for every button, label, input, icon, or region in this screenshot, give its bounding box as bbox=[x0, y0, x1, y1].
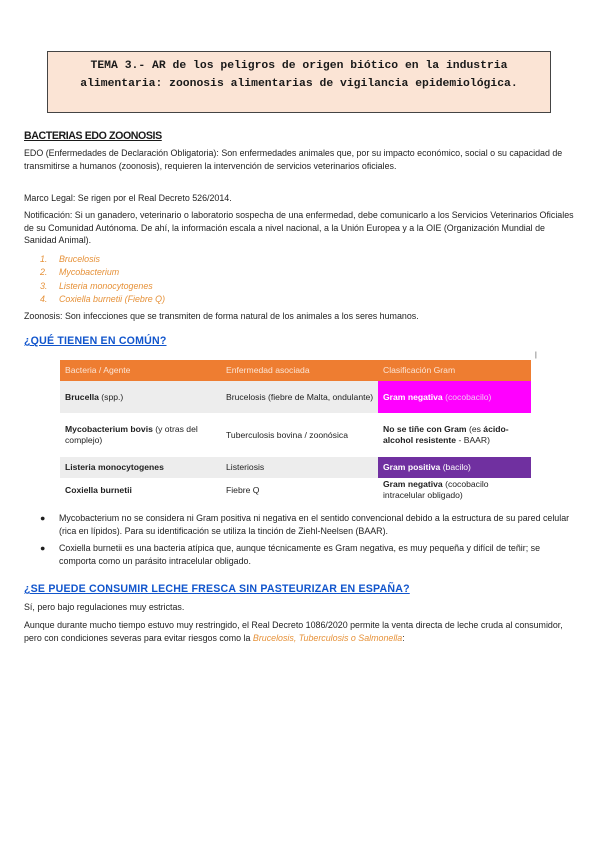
table-corner-mark: | bbox=[535, 352, 537, 359]
table-row: Coxiella burnetii Fiebre Q Gram negativa (cocobacilo intracelular obligado) bbox=[60, 478, 531, 502]
table-row: Brucella (spp.) Brucelosis (fiebre de Malta, ondulante) Gram negativa (cocobacilo) bbox=[60, 381, 531, 413]
table-row: Listeria monocytogenes Listeriosis Gram positiva (bacilo) bbox=[60, 457, 531, 478]
bullet-icon: ● bbox=[40, 513, 46, 523]
list-item: 2. Mycobacterium bbox=[40, 267, 120, 278]
answer-paragraph: Sí, pero bajo regulaciones muy estrictas. bbox=[24, 602, 185, 612]
list-item: 4. Coxiella burnetii (Fiebre Q) bbox=[40, 293, 166, 304]
page-title: TEMA 3.- AR de los peligros de origen biótico en la industria alimentaria: zoonosis alimentarias de vigilancia epidemiológica. bbox=[47, 51, 551, 113]
list-item: 1. Brucelosis bbox=[40, 254, 100, 264]
list-item: 3. Listeria monocytogenes bbox=[40, 280, 153, 291]
bacteria-table bbox=[60, 360, 531, 502]
table-header-row bbox=[60, 360, 531, 381]
header-gram: Clasificación Gram bbox=[383, 365, 456, 375]
marco-legal-paragraph: Marco Legal: Se rigen por el Real Decreto 526/2014. bbox=[24, 193, 232, 203]
zoonosis-list bbox=[40, 253, 165, 306]
leche-paragraph: Aunque durante mucho tiempo estuvo muy restringido, el Real Decreto 1086/2020 permite la venta directa de leche cruda al consumidor, pero con condiciones severas para evitar riesgos como la Brucelosis, Tuberculosis o Salmonella: bbox=[24, 620, 563, 643]
notificacion-paragraph: Notificación: Si un ganadero, veterinario o laboratorio sospecha de una enfermedad, debe comunicarlo a los Servicios Veterinarios Oficiales de su Comunidad Autónoma. De ahí, la información escala a nivel nacional, a la Unión Europea y a la OIE (Organización Mundial de Sanidad Animal). bbox=[24, 210, 574, 246]
list-item: ● Coxiella burnetii es una bacteria atípica que, aunque técnicamente es Gram negativa, es muy pequeña y difícil de teñir; se comporta como un parásito intracelular obligado. bbox=[40, 543, 541, 566]
gram-negative-cell: Gram negativa (cocobacilo) bbox=[378, 381, 531, 413]
list-item: ● Mycobacterium no se considera ni Gram positiva ni negativa en el sentido convencional debido a la estructura de su pared celular (rica en lípidos). Para su identificación se utiliza la tinción de Ziehl-Neelsen (BAAR). bbox=[40, 513, 570, 536]
header-bacteria: Bacteria / Agente bbox=[65, 365, 131, 375]
zoonosis-definition: Zoonosis: Son infecciones que se transmiten de forma natural de los animales a los seres humanos. bbox=[24, 311, 419, 321]
notes-list bbox=[40, 512, 576, 572]
bullet-icon: ● bbox=[40, 543, 46, 554]
edo-paragraph: EDO (Enfermedades de Declaración Obligatoria): Son enfermedades animales que, por su impacto económico, social o su capacidad de transmitirse a humanos (zoonosis), requieren la intervención de servicios veterinarios oficiales. bbox=[24, 148, 563, 171]
section-heading-leche: ¿SE PUEDE CONSUMIR LECHE FRESCA SIN PASTEURIZAR EN ESPAÑA? bbox=[24, 583, 410, 595]
header-enfermedad: Enfermedad asociada bbox=[226, 365, 310, 375]
section-heading-comun: ¿QUÉ TIENEN EN COMÚN? bbox=[24, 335, 167, 347]
section-heading-bacterias: BACTERIAS EDO ZOONOSIS bbox=[24, 130, 162, 142]
table-row: Mycobacterium bovis (y otras del complejo) Tuberculosis bovina / zoonósica No se tiñe con Gram (es ácido-alcohol resistente - BAAR) bbox=[60, 413, 531, 457]
gram-positive-cell: Gram positiva (bacilo) bbox=[378, 457, 531, 478]
